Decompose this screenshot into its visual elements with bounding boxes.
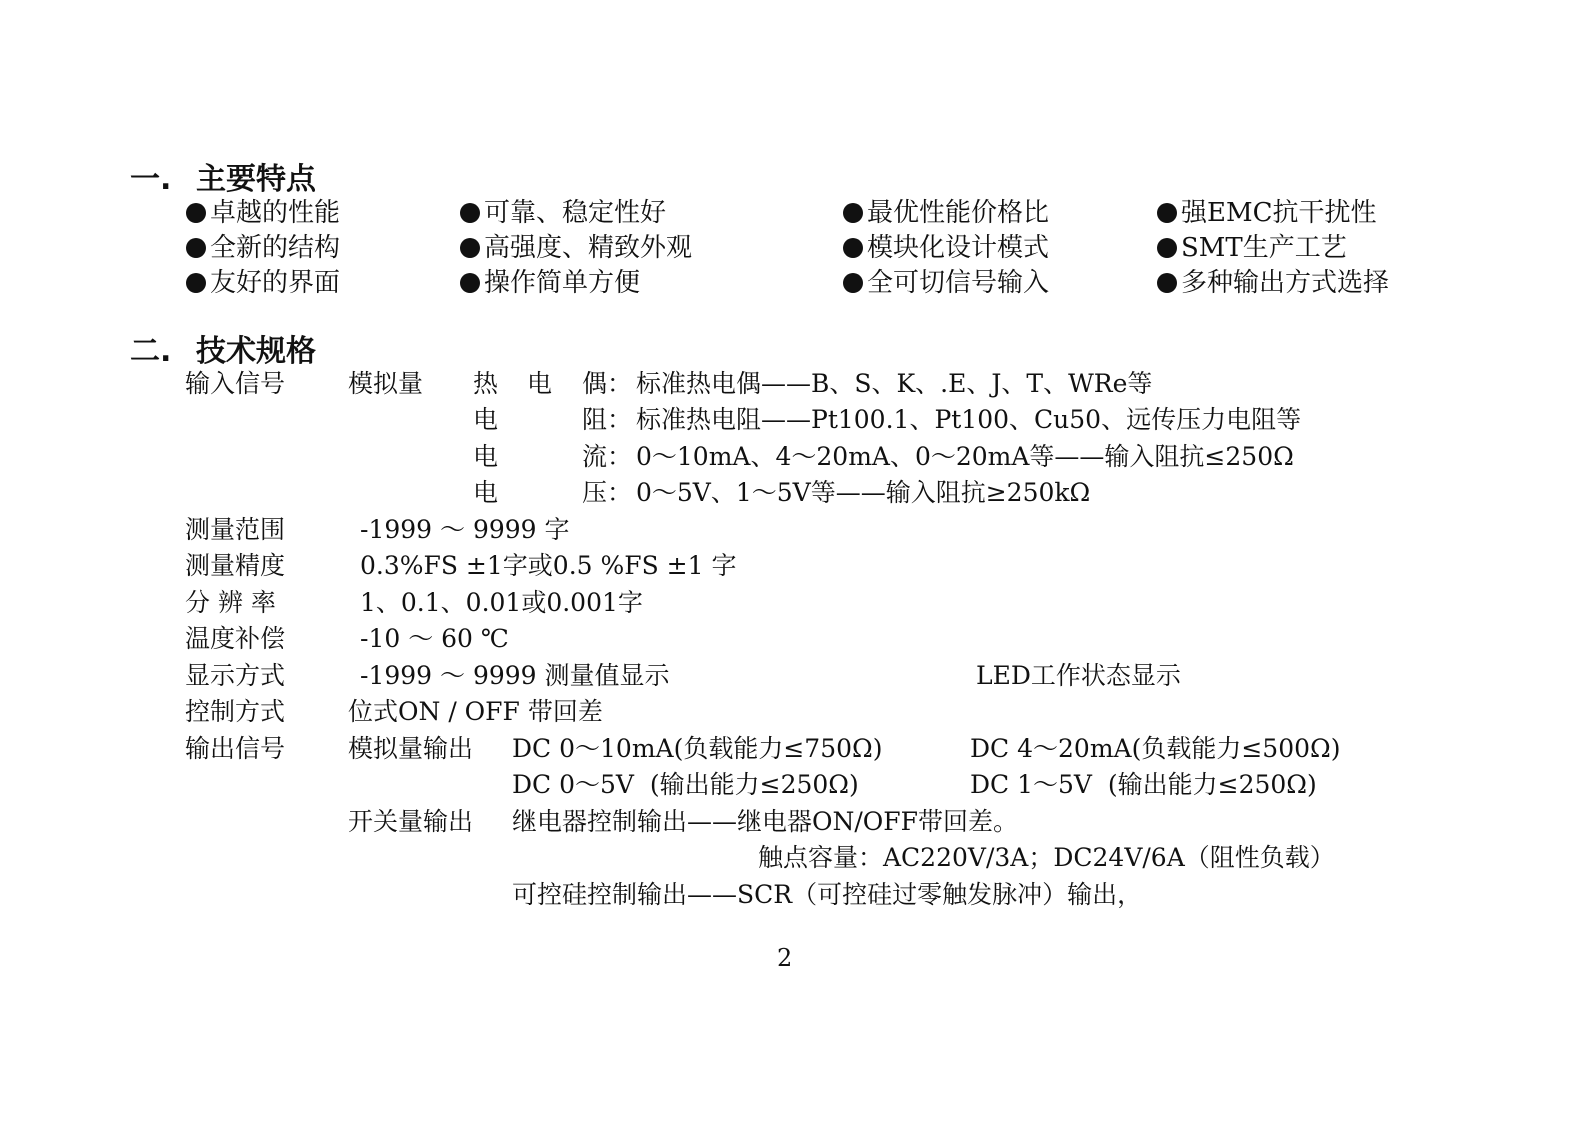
switch-output-label: 开关量输出 bbox=[348, 807, 474, 836]
accuracy-value: 0.3%FS ±1字或0.5 %FS ±1 字 bbox=[360, 551, 737, 580]
display-value: -1999 ～ 9999 测量值显示 bbox=[360, 661, 670, 690]
bullet-icon bbox=[186, 203, 206, 223]
relay-output: 继电器控制输出——继电器ON/OFF带回差。 bbox=[512, 807, 1018, 836]
page-number: 2 bbox=[777, 944, 793, 972]
feature-item: 全可切信号输入 bbox=[843, 268, 1049, 298]
analog-output-item: DC 4～20mA(负载能力≤500Ω) bbox=[970, 734, 1341, 763]
feature-item: SMT生产工艺 bbox=[1157, 233, 1347, 263]
input-type-char: 流： bbox=[582, 442, 633, 471]
analog-output-item: DC 0～10mA(负载能力≤750Ω) bbox=[512, 734, 883, 763]
input-type-char: 热 bbox=[473, 369, 499, 398]
feature-item: 全新的结构 bbox=[186, 233, 340, 263]
feature-item: 可靠、稳定性好 bbox=[460, 198, 666, 228]
bullet-icon bbox=[843, 238, 863, 258]
input-type-char: 压： bbox=[582, 478, 633, 507]
input-type-desc: 标准热电偶——B、S、K、.E、J、T、WRe等 bbox=[636, 369, 1153, 398]
resolution-value: 1、0.1、0.01或0.001字 bbox=[360, 588, 643, 617]
input-category: 模拟量 bbox=[348, 369, 424, 398]
feature-item: 高强度、精致外观 bbox=[460, 233, 692, 263]
range-label: 测量范围 bbox=[185, 515, 286, 544]
bullet-icon bbox=[460, 203, 480, 223]
input-type-desc: 0～5V、1～5V等——输入阻抗≥250kΩ bbox=[636, 478, 1091, 507]
bullet-icon bbox=[843, 273, 863, 293]
input-type-char: 偶： bbox=[582, 369, 633, 398]
analog-output-item: DC 0～5V (输出能力≤250Ω) bbox=[512, 770, 859, 799]
resolution-label: 分 辨 率 bbox=[185, 588, 276, 617]
output-label: 输出信号 bbox=[185, 734, 286, 763]
control-label: 控制方式 bbox=[185, 697, 286, 726]
feature-item: 友好的界面 bbox=[186, 268, 340, 298]
bullet-icon bbox=[186, 273, 206, 293]
input-type-char: 电 bbox=[473, 478, 499, 507]
section-1-number: 一. bbox=[130, 162, 172, 197]
input-type-desc: 0～10mA、4～20mA、0～20mA等——输入阻抗≤250Ω bbox=[636, 442, 1294, 471]
bullet-icon bbox=[186, 238, 206, 258]
input-type-char: 阻： bbox=[582, 405, 633, 434]
temp-comp-label: 温度补偿 bbox=[185, 624, 286, 653]
scr-output: 可控硅控制输出——SCR（可控硅过零触发脉冲）输出， bbox=[512, 880, 1143, 909]
display-value-led: LED工作状态显示 bbox=[976, 661, 1181, 690]
analog-output-label: 模拟量输出 bbox=[348, 734, 474, 763]
bullet-icon bbox=[1157, 238, 1177, 258]
accuracy-label: 测量精度 bbox=[185, 551, 286, 580]
control-value: 位式ON / OFF 带回差 bbox=[348, 697, 603, 726]
section-2-number: 二. bbox=[130, 334, 172, 369]
relay-contact-capacity: 触点容量：AC220V/3A；DC24V/6A（阻性负载） bbox=[758, 843, 1335, 872]
temp-comp-value: -10 ～ 60 ℃ bbox=[360, 624, 509, 653]
bullet-icon bbox=[460, 238, 480, 258]
feature-item: 操作简单方便 bbox=[460, 268, 640, 298]
bullet-icon bbox=[1157, 203, 1177, 223]
feature-item: 模块化设计模式 bbox=[843, 233, 1049, 263]
input-signal-label: 输入信号 bbox=[185, 369, 286, 398]
bullet-icon bbox=[1157, 273, 1177, 293]
input-type-char: 电 bbox=[527, 369, 553, 398]
feature-item: 多种输出方式选择 bbox=[1157, 268, 1389, 298]
input-type-desc: 标准热电阻——Pt100.1、Pt100、Cu50、远传压力电阻等 bbox=[636, 405, 1302, 434]
range-value: -1999 ～ 9999 字 bbox=[360, 515, 570, 544]
analog-output-item: DC 1～5V (输出能力≤250Ω) bbox=[970, 770, 1317, 799]
display-label: 显示方式 bbox=[185, 661, 286, 690]
input-type-char: 电 bbox=[473, 405, 499, 434]
input-type-char: 电 bbox=[473, 442, 499, 471]
section-2-title: 技术规格 bbox=[196, 334, 316, 369]
feature-item: 卓越的性能 bbox=[186, 198, 340, 228]
section-1-title: 主要特点 bbox=[196, 162, 316, 197]
bullet-icon bbox=[843, 203, 863, 223]
bullet-icon bbox=[460, 273, 480, 293]
feature-item: 最优性能价格比 bbox=[843, 198, 1049, 228]
feature-item: 强EMC抗干扰性 bbox=[1157, 198, 1377, 228]
